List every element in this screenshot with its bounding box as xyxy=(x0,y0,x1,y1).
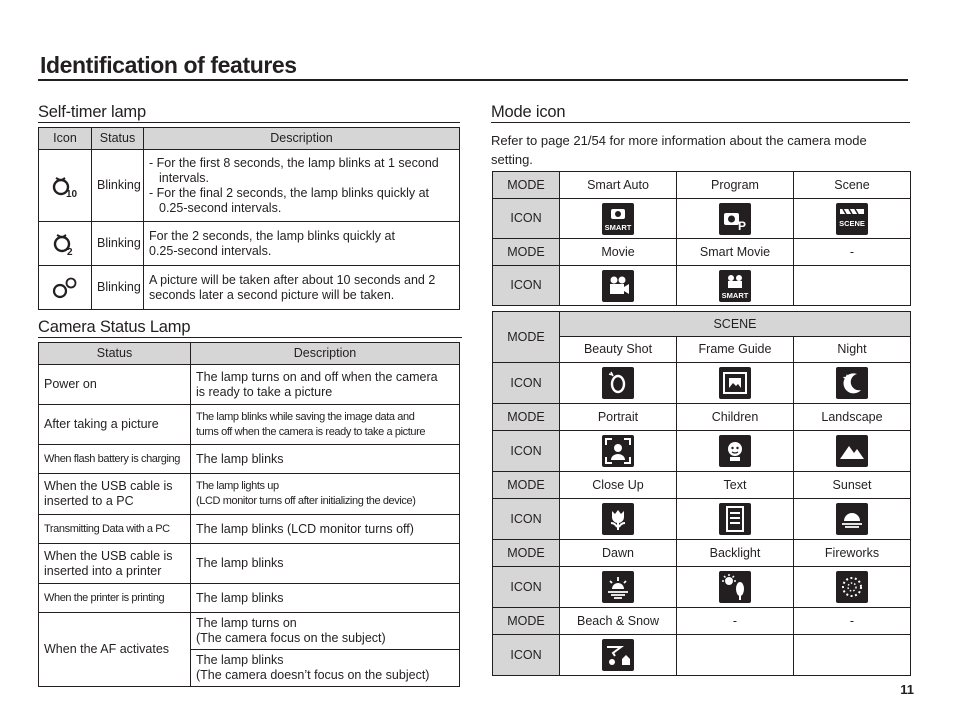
status-cell: Power on xyxy=(39,365,191,405)
svg-text:2: 2 xyxy=(67,246,73,258)
table-row xyxy=(493,199,911,239)
self-timer-10s-icon xyxy=(39,150,92,222)
mode-name: Frame Guide xyxy=(677,337,794,363)
icon-label: ICON xyxy=(493,499,560,540)
mode-label: MODE xyxy=(493,608,560,635)
icon-label: ICON xyxy=(493,635,560,676)
column-header: Description xyxy=(144,128,460,150)
table-row xyxy=(39,266,460,310)
status-cell: Blinking xyxy=(92,222,144,266)
status-cell: After taking a picture xyxy=(39,405,191,445)
icon-label: ICON xyxy=(493,567,560,608)
mode-name: Smart Movie xyxy=(677,239,794,266)
table-row xyxy=(39,222,460,266)
table-row xyxy=(493,404,911,431)
section-rule xyxy=(491,122,910,123)
page-title: Identification of features xyxy=(40,52,297,78)
mode-label: MODE xyxy=(493,404,560,431)
icon-label: ICON xyxy=(493,199,560,239)
description-cell: The lamp lights up (LCD monitor turns off after initializing the device) xyxy=(191,474,460,515)
description-cell: The lamp blinks (LCD monitor turns off) xyxy=(191,515,460,544)
sunset-icon xyxy=(836,503,868,535)
mode-name: Landscape xyxy=(794,404,911,431)
mode-intro-text: Refer to page 21/54 for more information about the camera mode setting. xyxy=(491,133,867,167)
mode-name: - xyxy=(794,608,911,635)
mode-table-2 xyxy=(492,311,911,676)
table-row xyxy=(39,515,460,544)
mode-name: Dawn xyxy=(560,540,677,567)
table-row xyxy=(493,239,911,266)
svg-text:SMART: SMART xyxy=(721,290,749,300)
close-up-icon xyxy=(602,503,634,535)
table-row xyxy=(493,431,911,472)
mode-name: Beach & Snow xyxy=(560,608,677,635)
table-row xyxy=(493,266,911,306)
mode-name: Beauty Shot xyxy=(560,337,677,363)
section-rule xyxy=(38,337,462,338)
table-row xyxy=(39,544,460,584)
icon-label: ICON xyxy=(493,363,560,404)
table-row xyxy=(493,172,911,199)
self-timer-2s-icon xyxy=(39,222,92,266)
mode-label: MODE xyxy=(493,472,560,499)
table-row xyxy=(39,405,460,445)
self-timer-title: Self-timer lamp xyxy=(38,103,146,121)
camera-status-title: Camera Status Lamp xyxy=(38,318,191,336)
beauty-shot-icon xyxy=(602,367,634,399)
status-cell: When the printer is printing xyxy=(39,584,191,613)
icon-label: ICON xyxy=(493,431,560,472)
table-row xyxy=(39,445,460,474)
night-icon xyxy=(836,367,868,399)
description-line: - For the final 2 seconds, the lamp blinks quickly at xyxy=(149,185,429,200)
mode-name: Backlight xyxy=(677,540,794,567)
mode-name: Program xyxy=(677,172,794,199)
scene-icon xyxy=(836,203,868,235)
table-header-row xyxy=(39,128,460,150)
scene-header: SCENE xyxy=(560,312,911,337)
svg-text:SMART: SMART xyxy=(604,222,632,232)
self-timer-table xyxy=(38,127,460,310)
status-cell: When flash battery is charging xyxy=(39,445,191,474)
mode-name: - xyxy=(794,239,911,266)
mode-name: Portrait xyxy=(560,404,677,431)
column-header: Description xyxy=(191,343,460,365)
mode-label: MODE xyxy=(493,172,560,199)
mode-name: Smart Auto xyxy=(560,172,677,199)
column-header: Status xyxy=(39,343,191,365)
fireworks-icon xyxy=(836,571,868,603)
dawn-icon xyxy=(602,571,634,603)
landscape-icon xyxy=(836,435,868,467)
mode-name: Scene xyxy=(794,172,911,199)
mode-table-1 xyxy=(492,171,911,306)
mode-label: MODE xyxy=(493,540,560,567)
description-cell: The lamp blinks while saving the image data and turns off when the camera is ready to take a picture xyxy=(191,405,460,445)
table-row xyxy=(493,363,911,404)
mode-icon-title: Mode icon xyxy=(491,103,566,121)
description-line: For the 2 seconds, the lamp blinks quickly at xyxy=(149,228,395,243)
description-line: - For the first 8 seconds, the lamp blinks at 1 second xyxy=(149,155,439,170)
backlight-icon xyxy=(719,571,751,603)
table-row xyxy=(493,499,911,540)
description-cell: The lamp turns on and off when the camera is ready to take a picture xyxy=(191,365,460,405)
smart-movie-icon xyxy=(719,270,751,302)
page-number: 11 xyxy=(900,682,914,697)
frame-guide-icon xyxy=(719,367,751,399)
mode-name: - xyxy=(677,608,794,635)
table-header-row xyxy=(493,312,911,337)
title-rule xyxy=(38,79,908,81)
portrait-icon xyxy=(602,435,634,467)
mode-name: Close Up xyxy=(560,472,677,499)
mode-label: MODE xyxy=(493,312,560,363)
description-cell: The lamp blinks xyxy=(191,445,460,474)
status-cell: When the AF activates xyxy=(39,613,191,687)
camera-status-table xyxy=(38,342,460,687)
mode-label: MODE xyxy=(493,239,560,266)
column-header: Status xyxy=(92,128,144,150)
svg-text:P: P xyxy=(738,218,747,233)
mode-name: Movie xyxy=(560,239,677,266)
description-cell xyxy=(144,222,460,266)
mode-name: Night xyxy=(794,337,911,363)
description-cell xyxy=(144,150,460,222)
table-row xyxy=(493,472,911,499)
mode-name: Fireworks xyxy=(794,540,911,567)
svg-text:SCENE: SCENE xyxy=(839,218,865,228)
mode-name: Children xyxy=(677,404,794,431)
table-row xyxy=(493,635,911,676)
table-row xyxy=(39,584,460,613)
beach-snow-icon xyxy=(602,639,634,671)
description-line: 0.25-second intervals. xyxy=(159,200,282,215)
description-line: 0.25-second intervals. xyxy=(149,243,272,258)
table-row xyxy=(39,365,460,405)
description-line: seconds later a second picture will be taken. xyxy=(149,287,395,302)
column-header: Icon xyxy=(39,128,92,150)
mode-name: Sunset xyxy=(794,472,911,499)
table-row xyxy=(493,567,911,608)
description-cell xyxy=(144,266,460,310)
status-cell: Blinking xyxy=(92,150,144,222)
section-rule xyxy=(38,122,460,123)
table-row xyxy=(493,608,911,635)
program-icon xyxy=(719,203,751,235)
icon-label: ICON xyxy=(493,266,560,306)
description-line: intervals. xyxy=(159,170,210,185)
double-self-timer-icon xyxy=(39,266,92,310)
table-row xyxy=(39,150,460,222)
table-row xyxy=(39,474,460,515)
description-line: A picture will be taken after about 10 seconds and 2 xyxy=(149,272,436,287)
table-row xyxy=(39,613,460,650)
table-header-row xyxy=(39,343,460,365)
movie-icon xyxy=(602,270,634,302)
text-icon xyxy=(719,503,751,535)
description-cell: The lamp blinks xyxy=(191,584,460,613)
mode-name: Text xyxy=(677,472,794,499)
smart-auto-icon xyxy=(602,203,634,235)
table-row xyxy=(493,540,911,567)
status-cell: When the USB cable is inserted to a PC xyxy=(39,474,191,515)
description-cell: The lamp blinks xyxy=(191,544,460,584)
status-cell: Blinking xyxy=(92,266,144,310)
svg-text:10: 10 xyxy=(66,188,78,200)
children-icon xyxy=(719,435,751,467)
description-cell: The lamp blinks (The camera doesn’t focus on the subject) xyxy=(191,650,460,687)
status-cell: When the USB cable is inserted into a printer xyxy=(39,544,191,584)
status-cell: Transmitting Data with a PC xyxy=(39,515,191,544)
description-cell: The lamp turns on (The camera focus on the subject) xyxy=(191,613,460,650)
